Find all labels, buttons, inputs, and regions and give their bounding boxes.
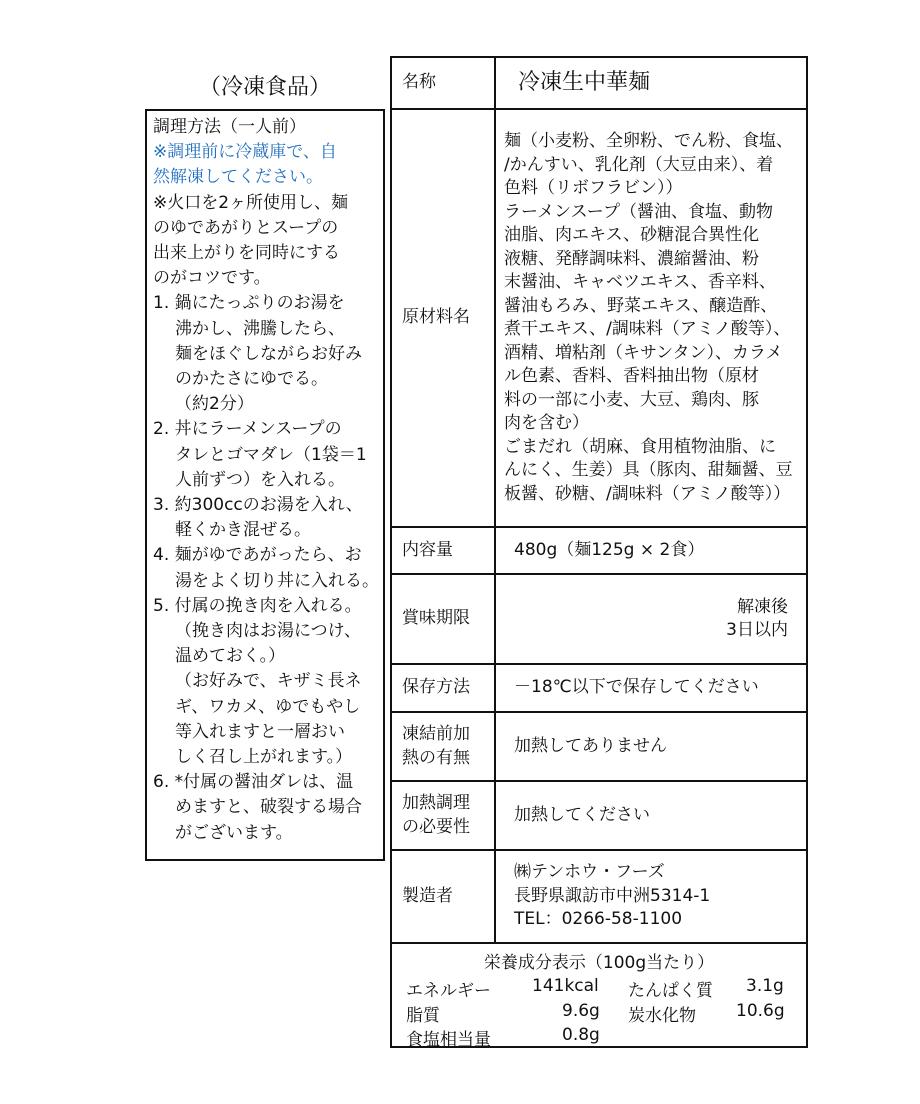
nutrition-box: [390, 942, 808, 1048]
cooking-instructions-box: [145, 109, 385, 861]
cooking-title: 調理方法（一人前）: [153, 117, 306, 137]
ingredients-line: んにく、生姜）具（豚肉、甜麺醤、豆: [504, 460, 793, 480]
step-3-line: 3. 約300ccのお湯を入れ、: [153, 495, 363, 516]
need-key-line: の必要性: [402, 816, 470, 837]
name-value: 冷凍生中華麺: [495, 57, 807, 109]
ingredients-line: 醤油もろみ、野菜エキス、醸造酢、: [504, 295, 778, 316]
step-5-line: （お好みで、キザミ長ネ: [175, 671, 362, 692]
thaw-note-line: ※調理前に冷蔵庫で、自: [153, 142, 337, 163]
ingredients-line: 酒精、増粘剤（キサンタン）、カラメ: [504, 342, 783, 363]
step-5-line: 5. 付属の挽き肉を入れる。: [153, 595, 362, 616]
ingredients-line: ル色素、香料、香料抽出物（原材: [504, 366, 759, 386]
protein-label: たんぱく質: [628, 981, 713, 1001]
tip-line: ※火口を2ヶ所使用し、麺: [153, 192, 349, 213]
ingredients-line: 煮干エキス、/調味料（アミノ酸等）、: [504, 319, 791, 339]
storage-row: [391, 664, 807, 712]
expiry-line: 3日以内: [726, 620, 788, 640]
heat-key-line: 熱の有無: [402, 747, 470, 768]
ingredients-line: 麺（小麦粉、全卵粉、でん粉、食塩、: [504, 131, 793, 151]
ingredients-line: 肉を含む）: [504, 413, 589, 433]
step-5-line: （挽き肉はお湯につけ、: [175, 621, 361, 642]
expiry-key: 賞味期限: [391, 574, 495, 664]
protein-value: 3.1g: [746, 976, 784, 996]
ingredients-line: 液糖、発酵調味料、濃縮醤油、粉: [504, 248, 759, 269]
expiry-value: [495, 574, 807, 664]
step-5-line: ギ、ワカメ、ゆでもやし: [175, 696, 361, 717]
ingredients-value: [495, 109, 807, 527]
carb-label: 炭水化物: [628, 1006, 696, 1026]
step-5-line: 等入れますと一層おい: [175, 721, 345, 742]
step-2-line: 2. 丼にラーメンスープの: [153, 419, 342, 440]
carb-value: 10.6g: [736, 1001, 785, 1021]
nutrition-title: 栄養成分表示（100g当たり）: [483, 953, 715, 973]
fat-value: 9.6g: [562, 1001, 600, 1021]
thaw-note-line: 然解凍してください。: [153, 167, 323, 188]
manufacturer-line: 長野県諏訪市中洲5314-1: [514, 885, 711, 906]
ingredients-line: /かんすい、乳化剤（大豆由来）、着: [504, 154, 774, 175]
content-key: 内容量: [391, 527, 495, 574]
step-4-line: 湯をよく切り丼に入れる。: [175, 570, 379, 591]
product-category: （冷凍食品）: [198, 75, 331, 100]
manufacturer-row: [391, 850, 807, 943]
step-5-line: 温めておく。）: [175, 646, 286, 667]
step-2-line: タレとゴマダレ（1袋＝1: [175, 444, 367, 465]
step-6-line: めますと、破裂する場合: [175, 797, 362, 818]
name-row: [391, 57, 807, 109]
heating-required-row: [391, 781, 807, 850]
energy-value: 141kcal: [532, 976, 599, 996]
manufacturer-key: 製造者: [391, 850, 495, 943]
step-1-line: 沸かし、沸騰したら、: [175, 318, 345, 339]
heat-before-freeze-key: [391, 712, 495, 781]
tip-line: のゆであがりとスープの: [153, 217, 339, 238]
step-1-line: （約2分）: [175, 394, 254, 415]
step-6-line: 6. *付属の醤油ダレは、温: [153, 772, 354, 793]
ingredients-row: [391, 109, 807, 527]
ingredients-line: 板醤、砂糖、/調味料（アミノ酸等））: [504, 483, 791, 504]
content-row: [391, 527, 807, 574]
ingredients-key: 原材料名: [391, 109, 495, 527]
ingredients-line: ごまだれ（胡麻、食用植物油脂、に: [504, 436, 776, 457]
expiry-line: 解凍後: [737, 596, 788, 617]
step-1-line: 1. 鍋にたっぷりのお湯を: [153, 293, 345, 314]
tip-line: のがコツです。: [153, 268, 271, 289]
heating-required-key: [391, 781, 495, 850]
step-3-line: 軽くかき混ぜる。: [175, 520, 311, 541]
step-4-line: 4. 麺がゆであがったら、お: [153, 545, 362, 566]
expiry-row: [391, 574, 807, 664]
name-key: 名称: [391, 57, 495, 109]
step-2-line: 人前ずつ）を入れる。: [175, 469, 345, 490]
energy-label: エネルギー: [406, 981, 491, 1001]
ingredients-line: 油脂、肉エキス、砂糖混合異性化: [504, 225, 760, 245]
heat-before-freeze-value: 加熱してありません: [495, 712, 807, 781]
salt-label: 食塩相当量: [406, 1030, 491, 1050]
need-key-line: 加熱調理: [402, 793, 470, 813]
content-value: 480g（麺125g × 2食）: [495, 527, 807, 574]
ingredients-line: 色料（リボフラビン））: [504, 178, 683, 198]
step-5-line: しく召し上がれます。）: [175, 747, 353, 768]
step-1-line: 麺をほぐしながらお好み: [175, 343, 362, 364]
ingredients-line: 末醤油、キャベツエキス、香辛料、: [504, 272, 776, 292]
manufacturer-line: ㈱テンホウ・フーズ: [514, 862, 665, 883]
heating-required-value: 加熱してください: [495, 781, 807, 850]
heat-key-line: 凍結前加: [402, 724, 470, 744]
manufacturer-value: [495, 850, 807, 943]
storage-value: －18℃以下で保存してください: [495, 664, 807, 712]
step-6-line: がございます。: [175, 822, 293, 843]
salt-value: 0.8g: [562, 1025, 600, 1045]
ingredients-line: ラーメンスープ（醤油、食塩、動物: [504, 201, 773, 222]
heat-before-freeze-row: [391, 712, 807, 781]
fat-label: 脂質: [406, 1006, 440, 1026]
step-1-line: のかたさにゆでる。: [175, 369, 328, 390]
tip-line: 出来上がりを同時にする: [153, 243, 340, 264]
food-label-table: [390, 56, 808, 944]
storage-key: 保存方法: [391, 664, 495, 712]
manufacturer-line: TEL：0266-58-1100: [514, 909, 683, 930]
ingredients-line: 料の一部に小麦、大豆、鶏肉、豚: [504, 389, 759, 410]
